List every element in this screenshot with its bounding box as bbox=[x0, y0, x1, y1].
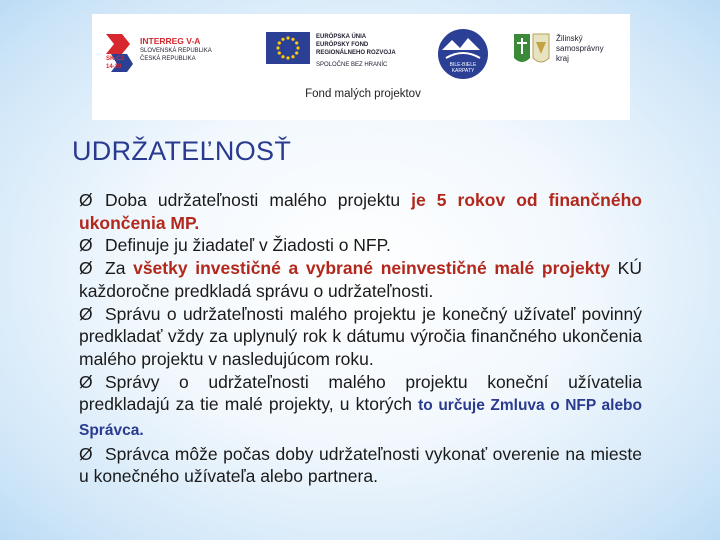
interreg-line-cz: ČESKÁ REPUBLIKA bbox=[140, 56, 196, 62]
list-item bbox=[79, 257, 642, 302]
arrow-bullet-icon: Ø bbox=[79, 303, 93, 324]
eu-line-1: EURÓPSKA ÚNIA bbox=[316, 34, 367, 40]
page-title: UDRŽATEĽNOSŤ bbox=[72, 136, 292, 166]
item-text: Správca môže počas doby udržateľnosti vykonať overenie na mieste u konečného užívateľa alebo partnera. bbox=[79, 443, 642, 487]
arrow-bullet-icon: Ø bbox=[79, 443, 93, 464]
interreg-logo bbox=[106, 34, 248, 74]
arrow-bullet-icon: Ø bbox=[79, 258, 93, 279]
arrow-bullet-icon: Ø bbox=[79, 371, 93, 392]
zilina-line-3: kraj bbox=[556, 54, 569, 63]
karpaty-logo bbox=[432, 28, 494, 80]
karpaty-line-1: BILE-BIELE bbox=[449, 62, 477, 68]
item-highlight: to určuje Zmluva o NFP alebo Správca. bbox=[79, 397, 642, 440]
karpaty-line-2: KARPATY bbox=[451, 68, 475, 74]
item-text: Definuje ju žiadateľ v Žiadosti o NFP. bbox=[105, 235, 391, 256]
zilina-line-1: Žilinský bbox=[556, 34, 583, 43]
bullet-list bbox=[79, 189, 642, 488]
interreg-code-1: SK-CZ bbox=[106, 56, 125, 62]
zilina-coat-of-arms bbox=[512, 32, 552, 72]
eu-line-4: SPOLOČNE BEZ HRANÍC bbox=[316, 62, 388, 68]
eu-line-2: EURÓPSKY FOND bbox=[316, 42, 369, 48]
item-text: Správy o udržateľnosti malého projektu koneční užívatelia predkladajú za tie malé projekty, u ktorých bbox=[79, 371, 642, 415]
zilina-line-2: samosprávny bbox=[556, 44, 604, 53]
arrow-bullet-icon: Ø bbox=[79, 235, 93, 256]
item-text: Správu o udržateľnosti malého projektu je konečný užívateľ povinný predkladať vždy za uplynulý rok k dátumu výročia finančného ukončenia malého projektu v nasledujúcom roku. bbox=[79, 303, 642, 369]
list-item bbox=[79, 234, 642, 257]
list-item bbox=[79, 189, 642, 234]
fund-caption: Fond malých projektov bbox=[305, 88, 421, 100]
item-text: Za bbox=[105, 258, 134, 279]
zilina-logo bbox=[512, 32, 622, 80]
item-text: Doba udržateľnosti malého projektu bbox=[105, 190, 412, 210]
item-highlight: je 5 rokov od finančného ukončenia MP. bbox=[79, 190, 642, 233]
item-highlight: všetky investičné a vybrané neinvestičné malé projekty bbox=[133, 258, 611, 279]
eu-logo bbox=[266, 32, 416, 80]
item-text-end: KÚ každoročne predkladá správu o udržateľnosti. bbox=[79, 258, 642, 301]
logo-banner bbox=[92, 14, 630, 120]
list-item bbox=[79, 371, 642, 443]
interreg-code-2: 14-20 bbox=[106, 64, 122, 70]
eu-flag-icon bbox=[266, 32, 310, 64]
eu-line-3: REGIONÁLNEHO ROZVOJA bbox=[316, 50, 396, 56]
interreg-name: INTERREG V-A bbox=[140, 36, 201, 46]
arrow-bullet-icon: Ø bbox=[79, 190, 93, 210]
interreg-line-sk: SLOVENSKÁ REPUBLIKA bbox=[140, 48, 212, 54]
list-item bbox=[79, 303, 642, 371]
list-item bbox=[79, 443, 642, 488]
